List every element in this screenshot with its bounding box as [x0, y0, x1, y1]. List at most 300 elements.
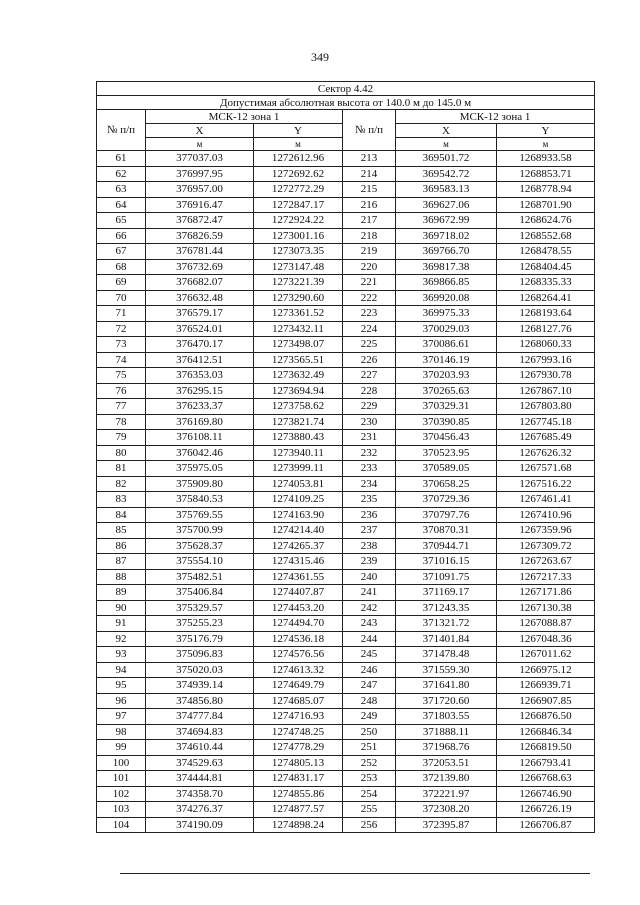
- point-number: 68: [97, 259, 146, 275]
- col-y-right: Y: [497, 124, 595, 138]
- x-coordinate: 375482.51: [146, 569, 254, 585]
- point-number: 228: [343, 383, 396, 399]
- x-coordinate: 376957.00: [146, 182, 254, 198]
- x-coordinate: 374856.80: [146, 693, 254, 709]
- y-coordinate: 1266706.87: [497, 817, 595, 833]
- point-number: 83: [97, 492, 146, 508]
- x-coordinate: 376997.95: [146, 166, 254, 182]
- x-coordinate: 372395.87: [396, 817, 497, 833]
- point-number: 243: [343, 616, 396, 632]
- sector-title: Сектор 4.42: [97, 82, 595, 96]
- y-coordinate: 1274831.17: [254, 771, 343, 787]
- table-row: [97, 182, 595, 198]
- table-row: [97, 337, 595, 353]
- point-number: 84: [97, 507, 146, 523]
- point-number: 248: [343, 693, 396, 709]
- point-number: 256: [343, 817, 396, 833]
- x-coordinate: 370658.25: [396, 476, 497, 492]
- x-coordinate: 371321.72: [396, 616, 497, 632]
- y-coordinate: 1268193.64: [497, 306, 595, 322]
- y-coordinate: 1268335.33: [497, 275, 595, 291]
- table-row: [97, 228, 595, 244]
- table-row: [97, 693, 595, 709]
- col-y-left: Y: [254, 124, 343, 138]
- x-coordinate: 369920.08: [396, 290, 497, 306]
- x-coordinate: 376579.17: [146, 306, 254, 322]
- y-coordinate: 1268552.68: [497, 228, 595, 244]
- table-row: [97, 259, 595, 275]
- point-number: 94: [97, 662, 146, 678]
- x-coordinate: 370456.43: [396, 430, 497, 446]
- y-coordinate: 1266726.19: [497, 802, 595, 818]
- x-coordinate: 370203.93: [396, 368, 497, 384]
- y-coordinate: 1267626.32: [497, 445, 595, 461]
- height-range: Допустимая абсолютная высота от 140.0 м до 145.0 м: [97, 96, 595, 110]
- x-coordinate: 371720.60: [396, 693, 497, 709]
- point-number: 221: [343, 275, 396, 291]
- table-row: [97, 414, 595, 430]
- y-coordinate: 1274214.40: [254, 523, 343, 539]
- x-coordinate: 369583.13: [396, 182, 497, 198]
- x-coordinate: 374610.44: [146, 740, 254, 756]
- point-number: 229: [343, 399, 396, 415]
- point-number: 96: [97, 693, 146, 709]
- point-number: 213: [343, 151, 396, 167]
- table-row: [97, 213, 595, 229]
- x-coordinate: 377037.03: [146, 151, 254, 167]
- table-row: [97, 678, 595, 694]
- table-row: [97, 709, 595, 725]
- x-coordinate: 370086.61: [396, 337, 497, 353]
- y-coordinate: 1273147.48: [254, 259, 343, 275]
- point-number: 93: [97, 647, 146, 663]
- col-number-right: № п/п: [343, 110, 396, 151]
- point-number: 74: [97, 352, 146, 368]
- y-coordinate: 1267263.67: [497, 554, 595, 570]
- table-row: [97, 151, 595, 167]
- y-coordinate: 1273221.39: [254, 275, 343, 291]
- point-number: 240: [343, 569, 396, 585]
- x-coordinate: 374444.81: [146, 771, 254, 787]
- point-number: 237: [343, 523, 396, 539]
- unit-x-right: м: [396, 138, 497, 151]
- y-coordinate: 1273290.60: [254, 290, 343, 306]
- y-coordinate: 1274685.07: [254, 693, 343, 709]
- y-coordinate: 1267571.68: [497, 461, 595, 477]
- y-coordinate: 1274649.79: [254, 678, 343, 694]
- point-number: 95: [97, 678, 146, 694]
- point-number: 73: [97, 337, 146, 353]
- point-number: 233: [343, 461, 396, 477]
- table-row: [97, 197, 595, 213]
- x-coordinate: 375020.03: [146, 662, 254, 678]
- point-number: 219: [343, 244, 396, 260]
- point-number: 88: [97, 569, 146, 585]
- point-number: 241: [343, 585, 396, 601]
- x-coordinate: 370870.31: [396, 523, 497, 539]
- y-coordinate: 1274576.56: [254, 647, 343, 663]
- point-number: 238: [343, 538, 396, 554]
- x-coordinate: 376353.03: [146, 368, 254, 384]
- point-number: 69: [97, 275, 146, 291]
- x-coordinate: 374276.37: [146, 802, 254, 818]
- table-row: [97, 600, 595, 616]
- point-number: 86: [97, 538, 146, 554]
- point-number: 247: [343, 678, 396, 694]
- y-coordinate: 1274898.24: [254, 817, 343, 833]
- point-number: 251: [343, 740, 396, 756]
- x-coordinate: 375909.80: [146, 476, 254, 492]
- y-coordinate: 1273498.07: [254, 337, 343, 353]
- y-coordinate: 1267867.10: [497, 383, 595, 399]
- point-number: 244: [343, 631, 396, 647]
- x-coordinate: 369672.99: [396, 213, 497, 229]
- table-row: [97, 786, 595, 802]
- x-coordinate: 374358.70: [146, 786, 254, 802]
- x-coordinate: 371478.48: [396, 647, 497, 663]
- x-coordinate: 376732.69: [146, 259, 254, 275]
- point-number: 82: [97, 476, 146, 492]
- y-coordinate: 1272847.17: [254, 197, 343, 213]
- y-coordinate: 1274536.18: [254, 631, 343, 647]
- point-number: 66: [97, 228, 146, 244]
- point-number: 91: [97, 616, 146, 632]
- y-coordinate: 1267993.16: [497, 352, 595, 368]
- bottom-rule: [120, 873, 590, 874]
- y-coordinate: 1266793.41: [497, 755, 595, 771]
- table-row: [97, 290, 595, 306]
- point-number: 97: [97, 709, 146, 725]
- x-coordinate: 372053.51: [396, 755, 497, 771]
- table-row: [97, 275, 595, 291]
- y-coordinate: 1267171.86: [497, 585, 595, 601]
- y-coordinate: 1273940.11: [254, 445, 343, 461]
- y-coordinate: 1268624.76: [497, 213, 595, 229]
- y-coordinate: 1268404.45: [497, 259, 595, 275]
- table-row: [97, 802, 595, 818]
- point-number: 226: [343, 352, 396, 368]
- point-number: 90: [97, 600, 146, 616]
- x-coordinate: 370329.31: [396, 399, 497, 415]
- point-number: 230: [343, 414, 396, 430]
- y-coordinate: 1267410.96: [497, 507, 595, 523]
- y-coordinate: 1267309.72: [497, 538, 595, 554]
- x-coordinate: 371169.17: [396, 585, 497, 601]
- zone-label-right: МСК-12 зона 1: [396, 110, 595, 124]
- y-coordinate: 1267803.80: [497, 399, 595, 415]
- x-coordinate: 369627.06: [396, 197, 497, 213]
- x-coordinate: 375406.84: [146, 585, 254, 601]
- point-number: 215: [343, 182, 396, 198]
- y-coordinate: 1267685.49: [497, 430, 595, 446]
- point-number: 99: [97, 740, 146, 756]
- y-coordinate: 1268933.58: [497, 151, 595, 167]
- x-coordinate: 370029.03: [396, 321, 497, 337]
- x-coordinate: 369718.02: [396, 228, 497, 244]
- y-coordinate: 1274163.90: [254, 507, 343, 523]
- point-number: 254: [343, 786, 396, 802]
- point-number: 100: [97, 755, 146, 771]
- point-number: 104: [97, 817, 146, 833]
- x-coordinate: 375554.10: [146, 554, 254, 570]
- point-number: 252: [343, 755, 396, 771]
- table-row: [97, 492, 595, 508]
- point-number: 255: [343, 802, 396, 818]
- point-number: 234: [343, 476, 396, 492]
- table-row: [97, 445, 595, 461]
- point-number: 218: [343, 228, 396, 244]
- y-coordinate: 1266819.50: [497, 740, 595, 756]
- table-row: [97, 383, 595, 399]
- table-row: [97, 647, 595, 663]
- x-coordinate: 375840.53: [146, 492, 254, 508]
- y-coordinate: 1274494.70: [254, 616, 343, 632]
- x-coordinate: 372139.80: [396, 771, 497, 787]
- table-row: [97, 631, 595, 647]
- point-number: 235: [343, 492, 396, 508]
- point-number: 236: [343, 507, 396, 523]
- point-number: 65: [97, 213, 146, 229]
- x-coordinate: 369501.72: [396, 151, 497, 167]
- table-row: [97, 585, 595, 601]
- point-number: 249: [343, 709, 396, 725]
- x-coordinate: 375975.05: [146, 461, 254, 477]
- y-coordinate: 1274407.87: [254, 585, 343, 601]
- x-coordinate: 371559.30: [396, 662, 497, 678]
- y-coordinate: 1266768.63: [497, 771, 595, 787]
- point-number: 98: [97, 724, 146, 740]
- point-number: 214: [343, 166, 396, 182]
- y-coordinate: 1266907.85: [497, 693, 595, 709]
- x-coordinate: 371401.84: [396, 631, 497, 647]
- x-coordinate: 374190.09: [146, 817, 254, 833]
- x-coordinate: 370589.05: [396, 461, 497, 477]
- point-number: 63: [97, 182, 146, 198]
- point-number: 253: [343, 771, 396, 787]
- y-coordinate: 1273073.35: [254, 244, 343, 260]
- x-coordinate: 370523.95: [396, 445, 497, 461]
- col-x-left: X: [146, 124, 254, 138]
- x-coordinate: 369542.72: [396, 166, 497, 182]
- x-coordinate: 370944.71: [396, 538, 497, 554]
- point-number: 76: [97, 383, 146, 399]
- x-coordinate: 376916.47: [146, 197, 254, 213]
- table-row: [97, 569, 595, 585]
- y-coordinate: 1274716.93: [254, 709, 343, 725]
- point-number: 246: [343, 662, 396, 678]
- table-row: [97, 352, 595, 368]
- x-coordinate: 369866.85: [396, 275, 497, 291]
- x-coordinate: 376108.11: [146, 430, 254, 446]
- y-coordinate: 1273999.11: [254, 461, 343, 477]
- y-coordinate: 1274265.37: [254, 538, 343, 554]
- table-row: [97, 662, 595, 678]
- point-number: 102: [97, 786, 146, 802]
- table-row: [97, 616, 595, 632]
- x-coordinate: 375700.99: [146, 523, 254, 539]
- table-row: [97, 755, 595, 771]
- x-coordinate: 369817.38: [396, 259, 497, 275]
- point-number: 89: [97, 585, 146, 601]
- x-coordinate: 376233.37: [146, 399, 254, 415]
- x-coordinate: 375255.23: [146, 616, 254, 632]
- point-number: 224: [343, 321, 396, 337]
- y-coordinate: 1268778.94: [497, 182, 595, 198]
- x-coordinate: 371888.11: [396, 724, 497, 740]
- x-coordinate: 370729.36: [396, 492, 497, 508]
- y-coordinate: 1274778.29: [254, 740, 343, 756]
- point-number: 227: [343, 368, 396, 384]
- x-coordinate: 376872.47: [146, 213, 254, 229]
- point-number: 222: [343, 290, 396, 306]
- table-row: [97, 507, 595, 523]
- y-coordinate: 1267745.18: [497, 414, 595, 430]
- x-coordinate: 376169.80: [146, 414, 254, 430]
- y-coordinate: 1274053.81: [254, 476, 343, 492]
- y-coordinate: 1274109.25: [254, 492, 343, 508]
- point-number: 87: [97, 554, 146, 570]
- point-number: 223: [343, 306, 396, 322]
- y-coordinate: 1272692.62: [254, 166, 343, 182]
- y-coordinate: 1267359.96: [497, 523, 595, 539]
- point-number: 67: [97, 244, 146, 260]
- x-coordinate: 375769.55: [146, 507, 254, 523]
- coordinates-table: [96, 81, 595, 833]
- page-number: 349: [311, 50, 329, 64]
- y-coordinate: 1268264.41: [497, 290, 595, 306]
- y-coordinate: 1267088.87: [497, 616, 595, 632]
- y-coordinate: 1272772.29: [254, 182, 343, 198]
- table-row: [97, 166, 595, 182]
- point-number: 216: [343, 197, 396, 213]
- y-coordinate: 1273001.16: [254, 228, 343, 244]
- y-coordinate: 1274805.13: [254, 755, 343, 771]
- point-number: 239: [343, 554, 396, 570]
- y-coordinate: 1268127.76: [497, 321, 595, 337]
- point-number: 79: [97, 430, 146, 446]
- x-coordinate: 376042.46: [146, 445, 254, 461]
- y-coordinate: 1274613.32: [254, 662, 343, 678]
- x-coordinate: 372308.20: [396, 802, 497, 818]
- x-coordinate: 376524.01: [146, 321, 254, 337]
- point-number: 92: [97, 631, 146, 647]
- y-coordinate: 1267217.33: [497, 569, 595, 585]
- x-coordinate: 371968.76: [396, 740, 497, 756]
- y-coordinate: 1267130.38: [497, 600, 595, 616]
- table-row: [97, 476, 595, 492]
- x-coordinate: 376682.07: [146, 275, 254, 291]
- x-coordinate: 375096.83: [146, 647, 254, 663]
- y-coordinate: 1273880.43: [254, 430, 343, 446]
- point-number: 62: [97, 166, 146, 182]
- x-coordinate: 371803.55: [396, 709, 497, 725]
- col-number-left: № п/п: [97, 110, 146, 151]
- point-number: 70: [97, 290, 146, 306]
- table-row: [97, 321, 595, 337]
- point-number: 77: [97, 399, 146, 415]
- unit-x-left: м: [146, 138, 254, 151]
- y-coordinate: 1267048.36: [497, 631, 595, 647]
- point-number: 220: [343, 259, 396, 275]
- x-coordinate: 370146.19: [396, 352, 497, 368]
- table-row: [97, 461, 595, 477]
- x-coordinate: 376412.51: [146, 352, 254, 368]
- y-coordinate: 1267516.22: [497, 476, 595, 492]
- point-number: 225: [343, 337, 396, 353]
- point-number: 231: [343, 430, 396, 446]
- table-row: [97, 399, 595, 415]
- y-coordinate: 1273432.11: [254, 321, 343, 337]
- x-coordinate: 374777.84: [146, 709, 254, 725]
- table-row: [97, 538, 595, 554]
- y-coordinate: 1274855.86: [254, 786, 343, 802]
- x-coordinate: 375628.37: [146, 538, 254, 554]
- y-coordinate: 1273632.49: [254, 368, 343, 384]
- y-coordinate: 1272612.96: [254, 151, 343, 167]
- y-coordinate: 1274315.46: [254, 554, 343, 570]
- x-coordinate: 375329.57: [146, 600, 254, 616]
- point-number: 101: [97, 771, 146, 787]
- point-number: 64: [97, 197, 146, 213]
- y-coordinate: 1272924.22: [254, 213, 343, 229]
- unit-y-left: м: [254, 138, 343, 151]
- col-x-right: X: [396, 124, 497, 138]
- unit-y-right: м: [497, 138, 595, 151]
- x-coordinate: 371641.80: [396, 678, 497, 694]
- y-coordinate: 1273821.74: [254, 414, 343, 430]
- point-number: 81: [97, 461, 146, 477]
- x-coordinate: 372221.97: [396, 786, 497, 802]
- y-coordinate: 1273694.94: [254, 383, 343, 399]
- x-coordinate: 376470.17: [146, 337, 254, 353]
- point-number: 61: [97, 151, 146, 167]
- table-row: [97, 817, 595, 833]
- y-coordinate: 1267461.41: [497, 492, 595, 508]
- y-coordinate: 1274361.55: [254, 569, 343, 585]
- point-number: 75: [97, 368, 146, 384]
- point-number: 232: [343, 445, 396, 461]
- x-coordinate: 374694.83: [146, 724, 254, 740]
- point-number: 85: [97, 523, 146, 539]
- point-number: 71: [97, 306, 146, 322]
- x-coordinate: 374939.14: [146, 678, 254, 694]
- y-coordinate: 1266846.34: [497, 724, 595, 740]
- point-number: 78: [97, 414, 146, 430]
- y-coordinate: 1268853.71: [497, 166, 595, 182]
- table-row: [97, 244, 595, 260]
- y-coordinate: 1268701.90: [497, 197, 595, 213]
- table-row: [97, 523, 595, 539]
- x-coordinate: 369975.33: [396, 306, 497, 322]
- y-coordinate: 1273758.62: [254, 399, 343, 415]
- table-row: [97, 724, 595, 740]
- x-coordinate: 374529.63: [146, 755, 254, 771]
- point-number: 103: [97, 802, 146, 818]
- table-row: [97, 771, 595, 787]
- point-number: 245: [343, 647, 396, 663]
- zone-label-left: МСК-12 зона 1: [146, 110, 343, 124]
- table-row: [97, 740, 595, 756]
- x-coordinate: 376632.48: [146, 290, 254, 306]
- y-coordinate: 1273361.52: [254, 306, 343, 322]
- point-number: 242: [343, 600, 396, 616]
- table-row: [97, 368, 595, 384]
- y-coordinate: 1274453.20: [254, 600, 343, 616]
- y-coordinate: 1266939.71: [497, 678, 595, 694]
- x-coordinate: 375176.79: [146, 631, 254, 647]
- x-coordinate: 370797.76: [396, 507, 497, 523]
- x-coordinate: 369766.70: [396, 244, 497, 260]
